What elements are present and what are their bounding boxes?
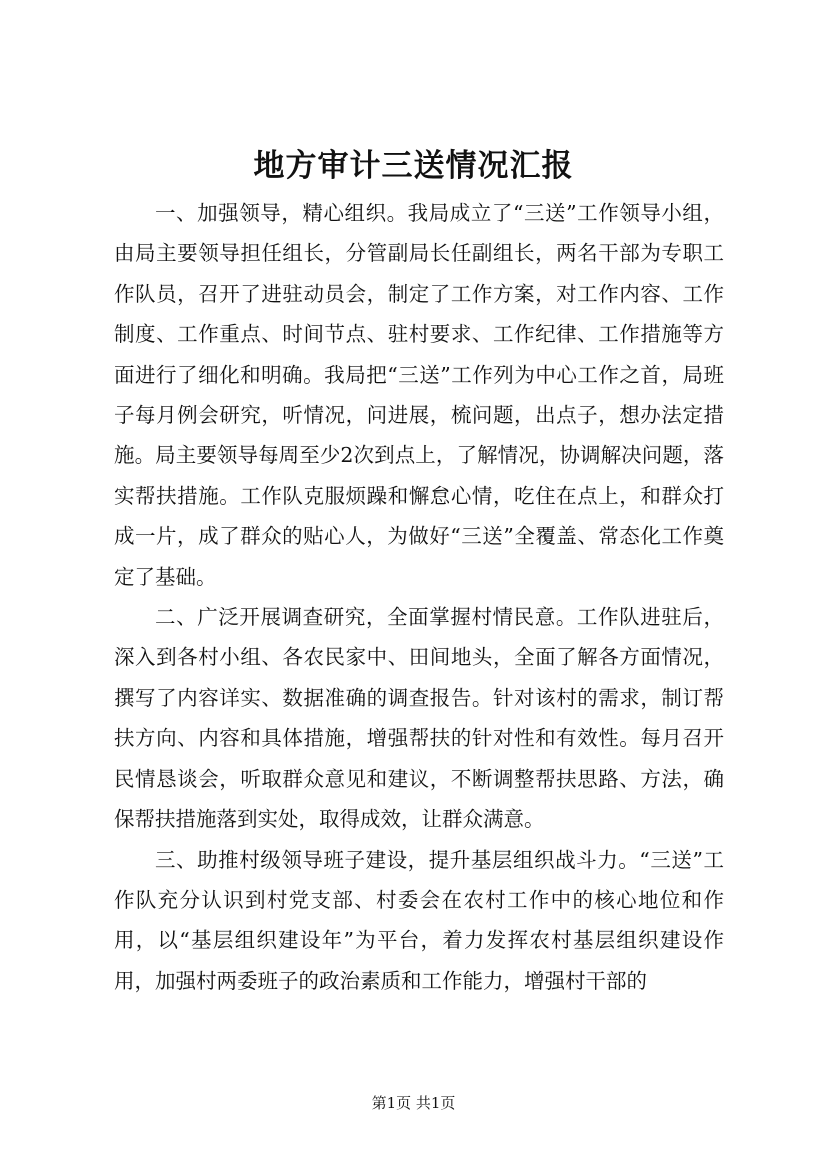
paragraph-1: 一、加强领导，精心组织。我局成立了“三送”工作领导小组，由局主要领导担任组长，分管副局长任副组长，两名干部为专职工作队员，召开了进驻动员会，制定了工作方案，对工作内容、工作制度、工作重点、时间节点、驻村要求、工作纪律、工作措施等方面进行了细化和明确。我局把“三送”工作列为中心工作之首，局班子每月例会研究，听情况，问进展，梳问题，出点子，想办法定措施。局主要领导每周至少2次到点上，了解情况，协调解决问题，落实帮扶措施。工作队克服烦躁和懈怠心情，吃住在点上，和群众打成一片，成了群众的贴心人，为做好“三送”全覆盖、常态化工作奠定了基础。 <box>114 201 724 589</box>
page-number-footer: 第1页 共1页 <box>371 1094 456 1112</box>
document-title: 地方审计三送情况汇报 <box>253 148 574 184</box>
paragraph-3: 三、助推村级领导班子建设，提升基层组织战斗力。“三送”工作队充分认识到村党支部、村委会在农村工作中的核心地位和作用，以“基层组织建设年”为平台，着力发挥农村基层组织建设作用，加强村两委班子的政治素质和工作能力，增强村干部的 <box>114 847 724 993</box>
document-body <box>114 193 724 1001</box>
paragraph-2: 二、广泛开展调查研究，全面掌握村情民意。工作队进驻后，深入到各村小组、各农民家中、田间地头，全面了解各方面情况，撰写了内容详实、数据准确的调查报告。针对该村的需求，制订帮扶方向、内容和具体措施，增强帮扶的针对性和有效性。每月召开民情恳谈会，听取群众意见和建议，不断调整帮扶思路、方法，确保帮扶措施落到实处，取得成效，让群众满意。 <box>114 605 724 832</box>
